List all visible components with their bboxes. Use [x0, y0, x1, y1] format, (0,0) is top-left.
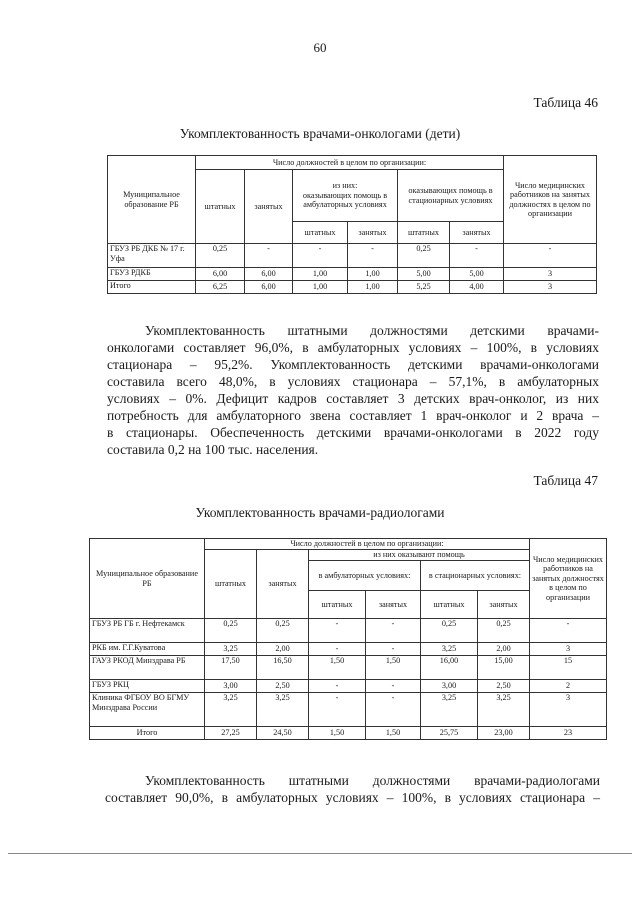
header-amb-occupied: занятых: [366, 591, 421, 619]
cell: 16,00: [421, 656, 478, 680]
header-staff: штатных: [196, 170, 245, 244]
header-occupied: занятых: [245, 170, 293, 244]
cell: 0,25: [421, 619, 478, 643]
cell: -: [293, 244, 348, 268]
table-row: [90, 693, 607, 727]
header-total-positions: Число должностей в целом по организации:: [196, 156, 504, 170]
paragraph-line: составляет 90,0%, в амбулаторных условиях – 100%, в условиях стационара –: [105, 790, 600, 805]
row-name: ГБУЗ РДКБ: [108, 268, 196, 281]
cell: 6,00: [245, 268, 293, 281]
header-including: из них оказывают помощь: [309, 550, 530, 561]
cell: 3: [530, 693, 607, 727]
cell: 3,25: [421, 693, 478, 727]
header-amb-staff: штатных: [293, 222, 348, 244]
cell: 1,00: [293, 268, 348, 281]
row-name: Итого: [108, 281, 196, 294]
cell: 0,25: [478, 619, 530, 643]
row-name: РКБ им. Г.Г.Куватова: [90, 643, 205, 656]
header-ambulatory: [293, 170, 398, 222]
cell: 0,25: [398, 244, 450, 268]
header-stat-staff: штатных: [421, 591, 478, 619]
header-municipal: Муниципальное образование РБ: [90, 539, 205, 619]
cell: 17,50: [205, 656, 257, 680]
cell: 3,25: [478, 693, 530, 727]
cell: 3: [530, 643, 607, 656]
row-name: ГБУЗ РБ ГБ г. Нефтекамск: [90, 619, 205, 643]
paragraph-line: стационара – 95,2%. Укомплектованность детскими врачами-онкологами: [107, 357, 599, 372]
header-municipal: Муниципальное образование РБ: [108, 156, 196, 244]
cell: -: [530, 619, 607, 643]
cell: -: [450, 244, 504, 268]
cell: 6,00: [196, 268, 245, 281]
paragraph-line: Укомплектованность штатными должностями детскими врачами-: [145, 323, 599, 338]
paragraph-line: составила 0,2 на 100 тыс. населения.: [107, 442, 319, 457]
table-47-title: Укомплектованность врачами-радиологами: [195, 505, 445, 520]
header-stationary: оказывающих помощь в стационарных условиях: [398, 170, 504, 222]
table-46: [107, 155, 597, 294]
cell: 2: [530, 680, 607, 693]
table-46-title: Укомплектованность врачами-онкологами (дети): [179, 126, 461, 141]
header-stat-occupied: занятых: [450, 222, 504, 244]
cell: 2,50: [257, 680, 309, 693]
paragraph-line: онкологами составляет 96,0%, в амбулаторных условиях – 100%, в условиях: [107, 340, 599, 355]
cell: 16,50: [257, 656, 309, 680]
cell: -: [309, 680, 366, 693]
cell: -: [309, 693, 366, 727]
cell: 3,25: [205, 643, 257, 656]
cell: 1,00: [348, 281, 398, 294]
cell: 1,50: [366, 656, 421, 680]
header-ambulatory-text: оказывающих помощь в амбулаторных условиях: [302, 190, 388, 210]
cell: 2,00: [257, 643, 309, 656]
header-amb-occupied: занятых: [348, 222, 398, 244]
header-stat-occupied: занятых: [478, 591, 530, 619]
cell: 4,00: [450, 281, 504, 294]
header-workers: Число медицинских работников на занятых должностях в целом по организации: [504, 156, 597, 244]
row-name: ГБУЗ РБ ДКБ № 17 г. Уфа: [108, 244, 196, 268]
cell: 5,00: [398, 268, 450, 281]
cell: 3,25: [257, 693, 309, 727]
header-staff: штатных: [205, 550, 257, 619]
cell: 5,25: [398, 281, 450, 294]
header-total-positions: Число должностей в целом по организации:: [205, 539, 530, 550]
table-row: [90, 656, 607, 680]
paragraph-line: условиях – 0%. Дефицит кадров составляет 3 детских врач-онколог, из них: [107, 391, 599, 406]
cell: 6,25: [196, 281, 245, 294]
table-47-caption: Таблица 47: [533, 473, 598, 488]
table-row: [108, 268, 597, 281]
table-row: [90, 619, 607, 643]
paragraph-line: в стационары. Обеспеченность детскими врачами-онкологами в 2022 году: [107, 425, 599, 440]
cell: 15,00: [478, 656, 530, 680]
cell: 0,25: [205, 619, 257, 643]
row-name: Итого: [90, 727, 205, 740]
cell: -: [366, 643, 421, 656]
cell: 3,00: [205, 680, 257, 693]
header-workers: Число медицинских работников на занятых должностях в целом по организации: [530, 539, 607, 619]
table-row: [90, 643, 607, 656]
cell: 3,25: [421, 643, 478, 656]
cell: 1,50: [309, 727, 366, 740]
paragraph-line: составила всего 48,0%, в условиях стационара – 57,1%, в амбулаторных: [107, 374, 599, 389]
cell: 1,00: [293, 281, 348, 294]
header-stationary: в стационарных условиях:: [421, 561, 530, 591]
paragraph-line: Укомплектованность штатными должностями врачами-радиологами: [145, 773, 600, 788]
page-bottom-rule: [8, 853, 632, 854]
cell: 2,00: [478, 643, 530, 656]
cell: -: [366, 693, 421, 727]
table-row: [90, 680, 607, 693]
table-row: [108, 281, 597, 294]
cell: 27,25: [205, 727, 257, 740]
paragraph-2: [105, 772, 600, 806]
table-47: [89, 538, 607, 740]
cell: -: [366, 619, 421, 643]
cell: 23,00: [478, 727, 530, 740]
cell: 2,50: [478, 680, 530, 693]
cell: 3,00: [421, 680, 478, 693]
header-including: из них:: [332, 181, 358, 191]
cell: 1,50: [366, 727, 421, 740]
cell: 15: [530, 656, 607, 680]
cell: -: [504, 244, 597, 268]
cell: -: [245, 244, 293, 268]
cell: -: [309, 619, 366, 643]
header-occupied: занятых: [257, 550, 309, 619]
paragraph-1: [107, 322, 599, 458]
table-row: [108, 244, 597, 268]
cell: 1,00: [348, 268, 398, 281]
page-number: 60: [313, 40, 327, 55]
cell: -: [309, 643, 366, 656]
cell: 0,25: [196, 244, 245, 268]
cell: 6,00: [245, 281, 293, 294]
row-name: ГБУЗ РКЦ: [90, 680, 205, 693]
cell: 0,25: [257, 619, 309, 643]
cell: 3: [504, 281, 597, 294]
row-name: ГАУЗ РКОД Минздрава РБ: [90, 656, 205, 680]
cell: 3,25: [205, 693, 257, 727]
cell: -: [348, 244, 398, 268]
cell: 3: [504, 268, 597, 281]
cell: -: [366, 680, 421, 693]
cell: 25,75: [421, 727, 478, 740]
table-row: [90, 727, 607, 740]
paragraph-line: потребность для амбулаторного звена составляет 1 врач-онколог и 2 врача –: [107, 408, 599, 423]
header-ambulatory: в амбулаторных условиях:: [309, 561, 421, 591]
cell: 23: [530, 727, 607, 740]
cell: 24,50: [257, 727, 309, 740]
table-46-caption: Таблица 46: [533, 95, 598, 110]
row-name: Клиника ФГБОУ ВО БГМУ Минздрава России: [90, 693, 205, 727]
header-stat-staff: штатных: [398, 222, 450, 244]
cell: 5,00: [450, 268, 504, 281]
header-amb-staff: штатных: [309, 591, 366, 619]
cell: 1,50: [309, 656, 366, 680]
